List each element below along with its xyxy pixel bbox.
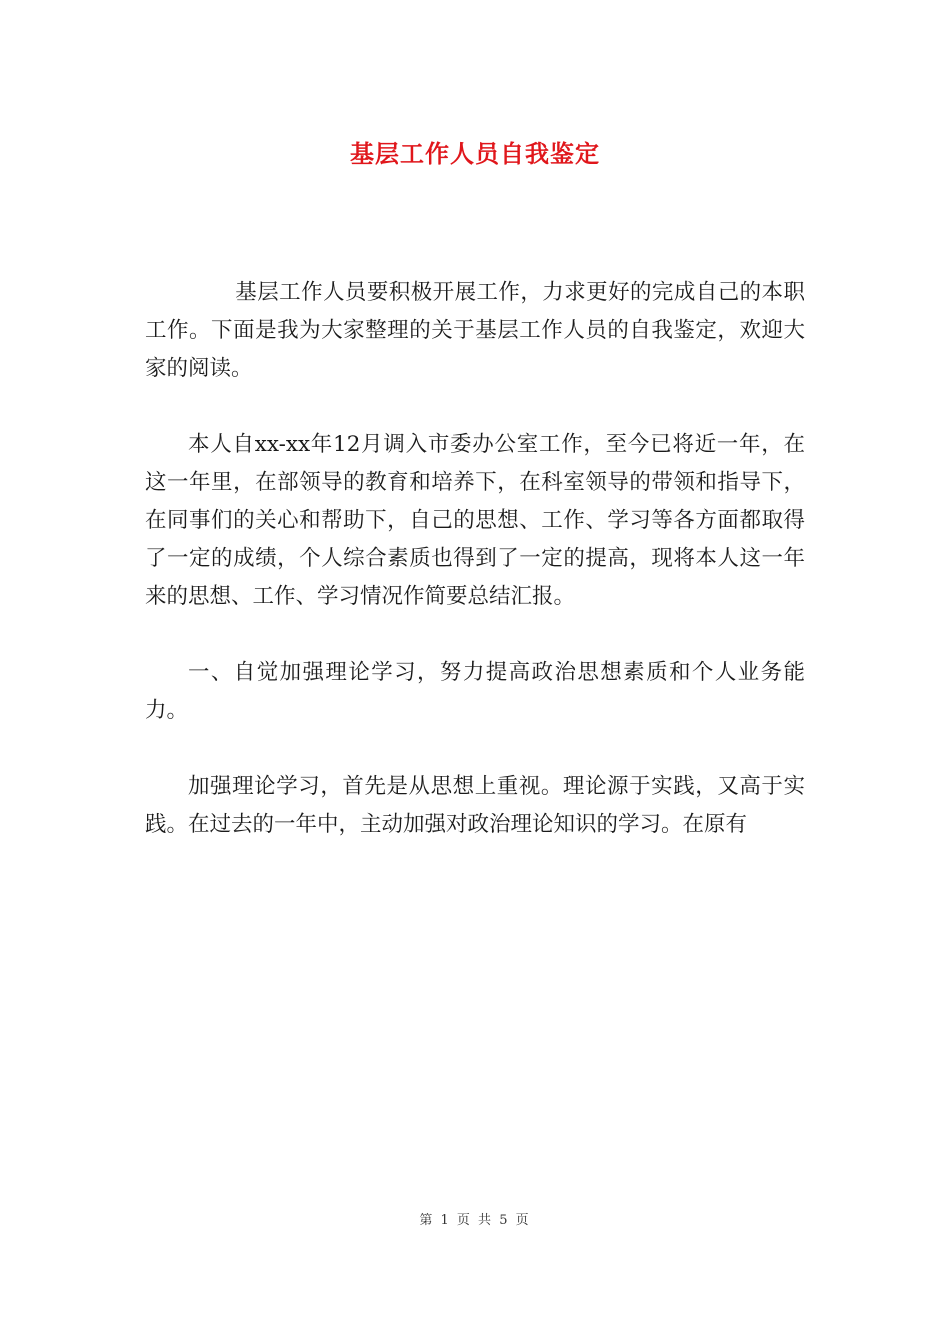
document-body <box>145 274 805 882</box>
paragraph-intro: 基层工作人员要积极开展工作，力求更好的完成自己的本职工作。下面是我为大家整理的关于基层工作人员的自我鉴定，欢迎大家的阅读。 <box>145 280 805 381</box>
paragraph-theory-study: 加强理论学习，首先是从思想上重视。理论源于实践，又高于实践。在过去的一年中，主动加强对政治理论知识的学习。在原有 <box>145 774 805 837</box>
paragraph-summary: 本人自xx-xx年12月调入市委办公室工作，至今已将近一年，在这一年里，在部领导的教育和培养下，在科室领导的带领和指导下，在同事们的关心和帮助下，自己的思想、工作、学习等各方面都取得了一定的成绩，个人综合素质也得到了一定的提高，现将本人这一年来的思想、工作、学习情况作简要总结汇报。 <box>145 432 805 609</box>
paragraph-section-heading: 一、自觉加强理论学习，努力提高政治思想素质和个人业务能力。 <box>145 660 805 723</box>
page-number-footer: 第 1 页 共 5 页 <box>419 1213 531 1228</box>
document-title: 基层工作人员自我鉴定 <box>350 140 600 168</box>
